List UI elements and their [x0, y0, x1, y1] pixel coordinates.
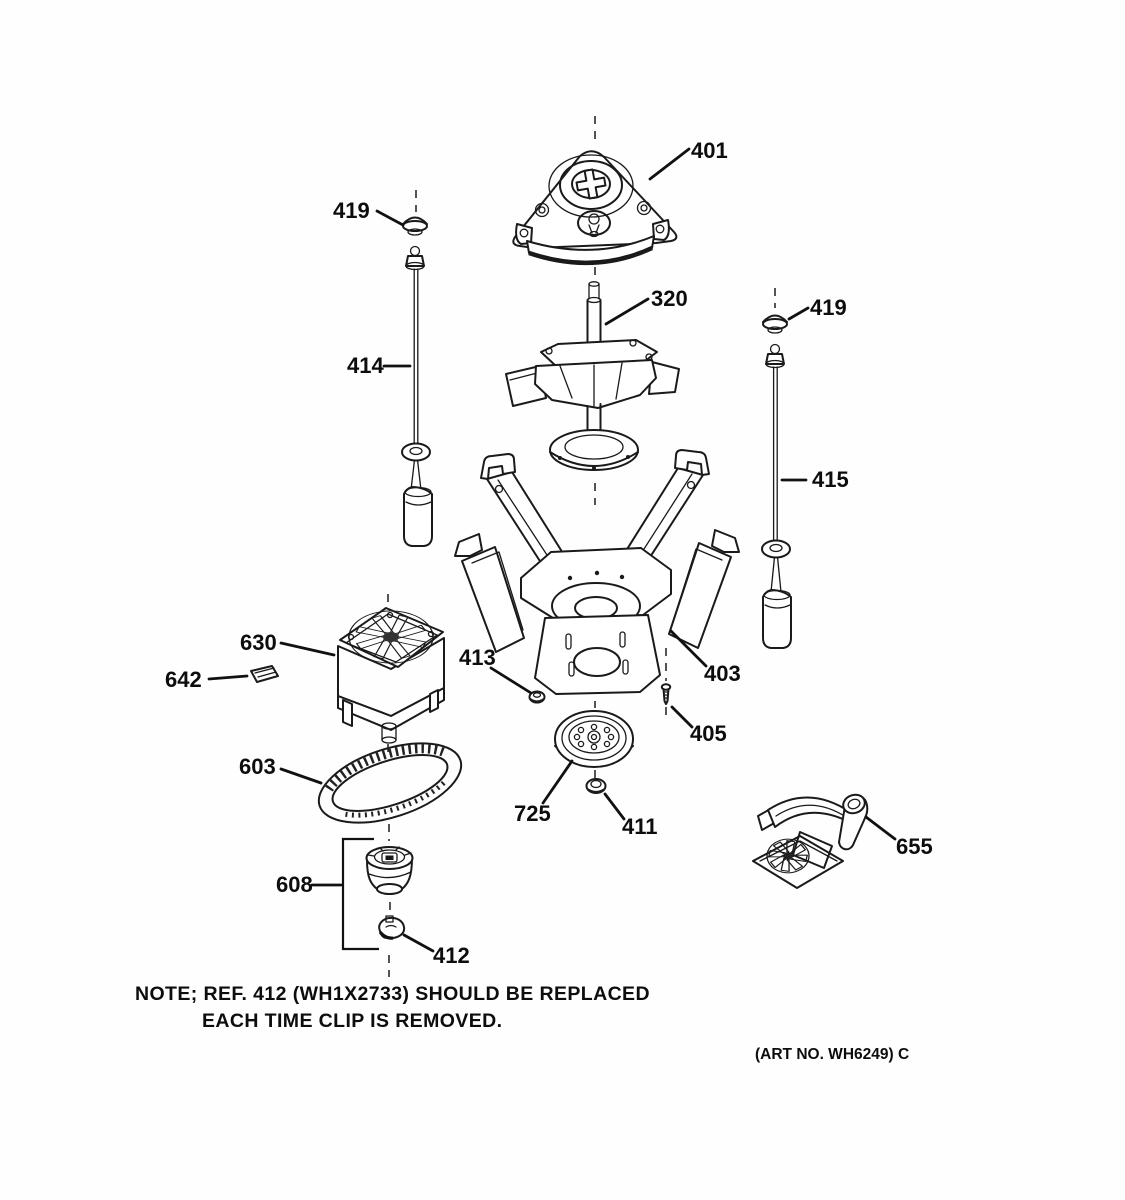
- callout-401-label: 401: [691, 138, 728, 163]
- part-608-clutch-group: [343, 839, 413, 949]
- part-411-nut: [587, 779, 606, 793]
- part-419-rod-cap-right: [763, 316, 787, 334]
- callout-642: [165, 667, 247, 692]
- callout-419-left: [333, 198, 403, 225]
- callout-403-label: 403: [704, 661, 741, 686]
- callout-413-label: 413: [459, 645, 496, 670]
- callout-401: [650, 138, 728, 179]
- callout-414-label: 414: [347, 353, 384, 378]
- note-line2: EACH TIME CLIP IS REMOVED.: [202, 1010, 503, 1032]
- clutch-clip-412: [379, 916, 404, 938]
- callout-405: [672, 707, 727, 746]
- part-405-screw: [662, 684, 670, 704]
- callout-413: [459, 645, 531, 693]
- part-603-drive-belt: [309, 728, 471, 838]
- callout-608: [276, 872, 341, 897]
- callout-630: [240, 630, 334, 655]
- part-419-rod-cap-left: [403, 218, 427, 236]
- callout-320-label: 320: [651, 286, 688, 311]
- part-630-drive-motor: [338, 605, 444, 743]
- callout-320: [606, 286, 688, 324]
- callout-603-label: 603: [239, 754, 276, 779]
- clutch-drum: [367, 847, 413, 894]
- callout-412-label: 412: [433, 943, 470, 968]
- footnote: [135, 983, 650, 1032]
- note-line1: NOTE; REF. 412 (WH1X2733) SHOULD BE REPLACED: [135, 983, 650, 1005]
- callout-415-label: 415: [812, 467, 849, 492]
- callout-415: [782, 467, 849, 492]
- part-725-pulley: [555, 711, 633, 767]
- callout-655-label: 655: [896, 834, 933, 859]
- part-655-drain-pump: [753, 792, 867, 888]
- callout-414: [347, 353, 410, 378]
- callout-419-left-label: 419: [333, 198, 370, 223]
- callout-725-label: 725: [514, 801, 551, 826]
- callout-655: [866, 817, 933, 859]
- callout-630-label: 630: [240, 630, 277, 655]
- part-642-key: [251, 666, 278, 682]
- callout-608-label: 608: [276, 872, 313, 897]
- callout-642-label: 642: [165, 667, 202, 692]
- art-number: (ART NO. WH6249) C: [755, 1046, 910, 1063]
- part-401-hub-cover: [513, 151, 676, 263]
- callout-411: [605, 794, 658, 839]
- callout-725: [514, 761, 572, 826]
- part-414-suspension-rod-left: [402, 247, 432, 547]
- callout-419-right: [789, 295, 847, 320]
- callout-411-label: 411: [622, 814, 658, 839]
- callout-405-label: 405: [690, 721, 727, 746]
- callout-412: [404, 935, 470, 968]
- part-415-suspension-rod-right: [762, 345, 791, 649]
- callout-603: [239, 754, 321, 783]
- callout-419-right-label: 419: [810, 295, 847, 320]
